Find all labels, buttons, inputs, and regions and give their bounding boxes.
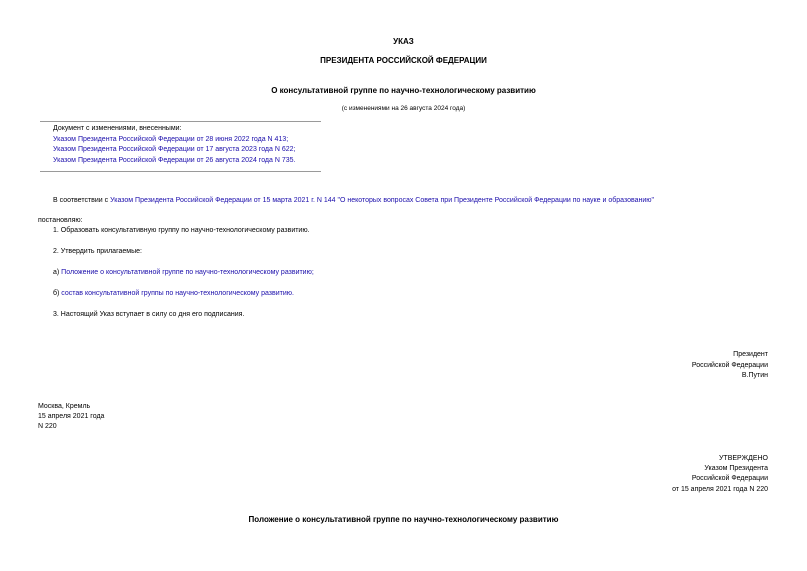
clause-3: 3. Настоящий Указ вступает в силу со дня его подписания. <box>53 311 245 318</box>
composition-link[interactable]: состав консультативной группы по научно-технологическому развитию. <box>61 290 294 297</box>
signature-country: Российской Федерации <box>691 362 768 369</box>
clause-2b-prefix: б) <box>53 290 62 297</box>
clause-2b <box>53 290 294 297</box>
approval-line-2: Указом Президента <box>704 465 768 472</box>
signing-date: 15 апреля 2021 года <box>38 413 105 420</box>
amendment-link-2022[interactable]: Указом Президента Российской Федерации от 28 июня 2022 года N 413; <box>53 136 289 143</box>
signing-place: Москва, Кремль <box>38 403 91 410</box>
clause-2: 2. Утвердить прилагаемые: <box>53 248 142 255</box>
clause-2a-prefix: а) <box>53 269 62 276</box>
approval-label: УТВЕРЖДЕНО <box>718 455 768 462</box>
revision-note: (с изменениями на 26 августа 2024 года) <box>341 105 466 112</box>
decree-subject: О консультативной группе по научно-технологическому развитию <box>271 86 536 95</box>
amendments-top-rule <box>40 121 321 122</box>
signature-name: В.Путин <box>741 372 768 379</box>
approval-line-3: Российской Федерации <box>691 475 768 482</box>
decree-title: УКАЗ <box>393 37 414 46</box>
clause-2a <box>53 269 314 276</box>
decree-number: N 220 <box>38 423 57 430</box>
amendments-bottom-rule <box>40 171 321 172</box>
regulation-link[interactable]: Положение о консультативной группе по научно-технологическому развитию; <box>61 269 314 276</box>
decree-issuer: ПРЕЗИДЕНТА РОССИЙСКОЙ ФЕДЕРАЦИИ <box>320 56 487 65</box>
preamble-prefix: В соответствии с <box>53 197 111 204</box>
preamble-decree-link[interactable]: Указом Президента Российской Федерации от 15 марта 2021 г. N 144 "О некоторых вопросах Совета при Президенте Российской Федерации по науке и образованию" <box>110 197 655 204</box>
amendment-link-2024[interactable]: Указом Президента Российской Федерации от 26 августа 2024 года N 735. <box>53 157 296 164</box>
signature-title: Президент <box>733 351 768 358</box>
amendments-intro: Документ с изменениями, внесенными: <box>53 125 182 132</box>
appendix-title: Положение о консультативной группе по научно-технологическому развитию <box>248 515 559 524</box>
resolve-word: постановляю: <box>38 217 83 224</box>
clause-1: 1. Образовать консультативную группу по научно-технологическому развитию. <box>53 227 310 234</box>
approval-line-4: от 15 апреля 2021 года N 220 <box>672 486 768 493</box>
preamble <box>53 197 654 204</box>
amendment-link-2023[interactable]: Указом Президента Российской Федерации от 17 августа 2023 года N 622; <box>53 146 296 153</box>
